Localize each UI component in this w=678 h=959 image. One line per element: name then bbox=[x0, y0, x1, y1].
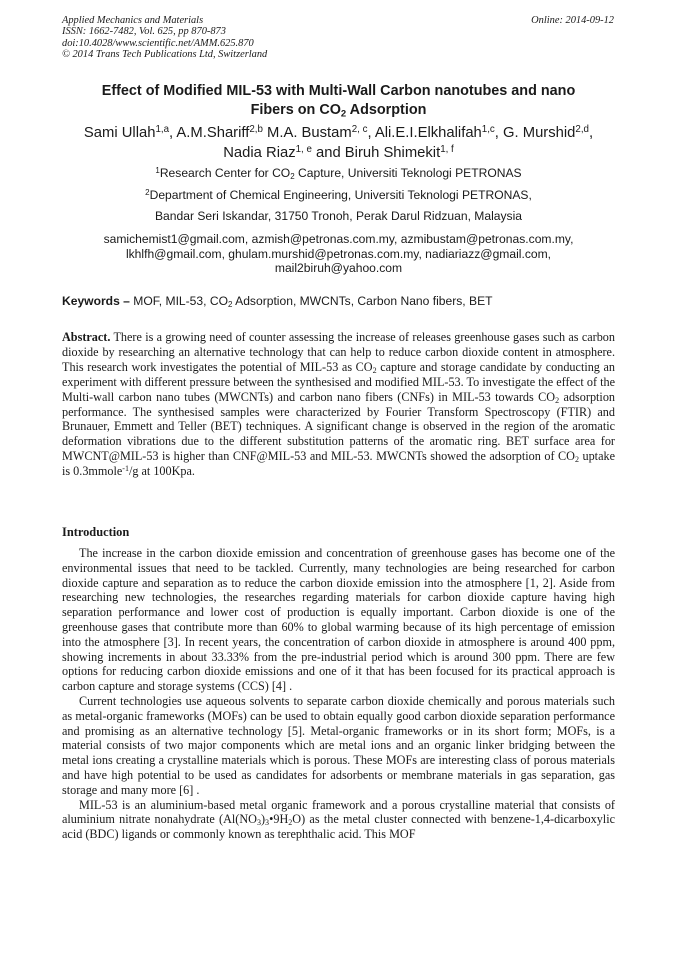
paper-title bbox=[62, 82, 615, 119]
email-line[interactable]: mail2biruh@yahoo.com bbox=[274, 261, 403, 276]
journal-name: Applied Mechanics and Materials bbox=[62, 15, 204, 26]
keywords-label: Keywords – bbox=[62, 294, 130, 308]
body-paragraph-2: Current technologies use aqueous solvents to separate carbon dioxide chemically and porous materials such as metal-organic frameworks (MOFs) can be used to obtain equally good carbon dioxide separation performance and promising as an alternative technology [5]. Metal-organic frameworks or in its short form; MOFs, is a material consists of two major components which are metal ions and an organic linker bridging between the metal ions creating a crystalline materials which is porous. These MOFs are interesting class of porous materials and have high potential to be used as candidates for adsorbents or membrane materials in gas separation, gas storage and many more [6] . bbox=[62, 693, 615, 797]
section-heading-introduction: Introduction bbox=[62, 525, 130, 539]
affiliation-2-address: Bandar Seri Iskandar, 31750 Tronoh, Perak Darul Ridzuan, Malaysia bbox=[154, 209, 523, 223]
author-list bbox=[62, 124, 615, 163]
keywords-line: Keywords – MOF, MIL-53, $CO_2$ Adsorption, MWCNTs, Carbon Nano fibers, BET bbox=[62, 294, 493, 309]
author-line-2: Nadia Riaz$^{1, e}$ and Biruh Shimekit$^{1, f}$ bbox=[223, 143, 454, 161]
introduction-body bbox=[62, 546, 615, 842]
author-line-1: Sami Ullah$^{1,a}$, A.M.Shariff$^{2,b}$ M.A. Bustam$^{2, c}$, Ali.E.I.Elkhalifah$^{1,c}$, G. Murshid$^{2,d}$, bbox=[83, 124, 594, 141]
email-line[interactable]: lkhlfh@gmail.com, ghulam.murshid@petronas.com.my, nadiariazz@gmail.com, bbox=[125, 246, 552, 261]
abstract-paragraph: Abstract. There is a growing need of counter assessing the increase of releases greenhouse gases such as carbon dioxide by researching an alternative technology that can help to reduce carbon dioxide content in atmosphere. This research work investigates the potential of MIL-53 as $CO_2$ capture and storage candidate by conducting an experiment with different pressure between the synthesised and modified MIL-53. To investigate the effect of the Multi-wall carbon nano tubes (MWCNTs) and carbon nano fibers (CNFs) in MIL-53 towards $CO_2$ adsorption performance. The synthesised samples were characterized by Fourier Transform Spectroscopy (FTIR) and Brunauer, Emmett and Teller (BET) techniques. A significant change is observed in the region of the aromatic deformation vibrations due to the different substitution patterns of the aromatic ring. BET surface area for MWCNT@MIL-53 is higher than CNF@MIL-53 and MIL-53. MWCNTs showed the adsorption of $CO_2$ uptake is 0.3mmole$^{-1}$/g at 100Kpa. bbox=[62, 330, 616, 479]
affiliation-2: $^2$Department of Chemical Engineering, Universiti Teknologi PETRONAS, bbox=[145, 188, 532, 202]
email-line[interactable]: samichemist1@gmail.com, azmish@petronas.com.my, azmibustam@petronas.com.my, bbox=[103, 232, 574, 246]
affiliation-1: $^1$Research Center for $CO_2$ Capture, Universiti Teknologi PETRONAS bbox=[155, 166, 522, 181]
journal-header bbox=[62, 15, 267, 61]
title-line-1: Effect of Modified MIL-53 with Multi-Wall Carbon nanotubes and nano bbox=[101, 83, 576, 99]
abstract-label: Abstract. bbox=[62, 330, 111, 344]
issn-line: ISSN: 1662-7482, Vol. 625, pp 870-873 bbox=[62, 26, 226, 38]
online-date: Online: 2014-09-12 bbox=[531, 15, 614, 26]
author-emails bbox=[62, 232, 615, 276]
copyright-line: © 2014 Trans Tech Publications Ltd, Switzerland bbox=[62, 49, 268, 61]
title-line-2: Fibers on $CO_2$ Adsorption bbox=[250, 101, 427, 119]
body-paragraph-1: The increase in the carbon dioxide emission and concentration of greenhouse gases has become one of the environmental issues that need to be tackled. Currently, many technologies are being researched for carbon dioxide capture and separation as to reduce the carbon dioxide emission into the atmosphere [1, 2]. Aside from researching new technologies, the researches regarding materials for carbon dioxide capture having high separation performance and lower cost of production is equally important. Carbon dioxide is one of the greenhouse gases that contribute more than 60% to global warming because of its high percentage of emission into the atmosphere [3]. In recent years, the concentration of carbon dioxide in atmosphere is around 400 ppm, showing increments in about 33.33% from the pre-industrial period which is around 300 ppm. There are few options for reducing carbon dioxide emissions and one of it that has been focused for its practical approach is carbon capture and storage systems (CCS) [4] . bbox=[62, 546, 615, 694]
body-paragraph-3: MIL-53 is an aluminium-based metal organic framework and a porous crystalline material that consists of aluminium nitrate nonahydrate $(Al(NO_3)_3•9H_2O)$ as the metal cluster connected with benzene-1,4-dicarboxylic acid (BDC) ligands or commonly known as terephthalic acid. This MOF bbox=[62, 797, 615, 842]
doi-link[interactable]: doi:10.4028/www.scientific.net/AMM.625.870 bbox=[62, 37, 254, 49]
